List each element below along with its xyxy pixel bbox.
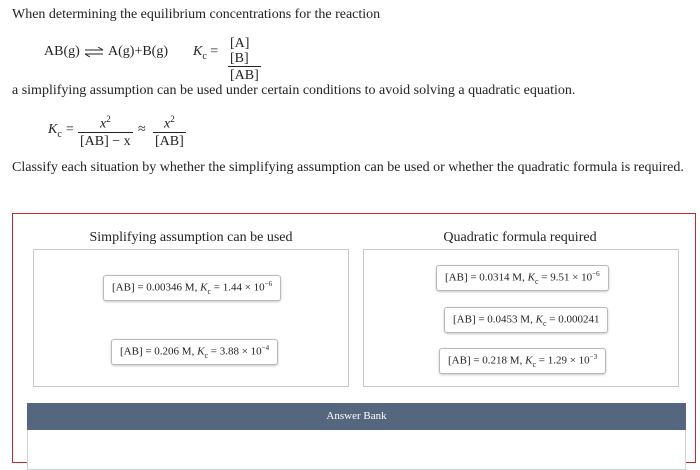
equilibrium-arrow-icon <box>84 47 104 57</box>
kc-expression <box>193 44 218 62</box>
kc-denominator: [AB] <box>230 68 259 83</box>
denominator-ab: [AB] <box>155 133 184 149</box>
answer-card[interactable]: [AB] = 0.0314 M, $K_c = 9.51 \times 10^{-6}$ <box>436 265 609 291</box>
fraction-approx <box>153 112 186 150</box>
equals-sign: = <box>210 44 219 59</box>
right-column-title: Quadratic formula required <box>443 230 597 245</box>
products: A(g)+B(g) <box>108 44 169 59</box>
answer-bank-area[interactable] <box>27 430 686 470</box>
numerator-x-squared: $x^2$ <box>99 114 111 132</box>
approx-symbol: ≈ <box>138 122 146 137</box>
kc-symbol: $K_c$ <box>48 122 62 140</box>
intro-text: When determining the equilibrium concentrations for the reaction <box>12 7 381 22</box>
answer-bank-header: Answer Bank <box>27 403 686 430</box>
kc-fraction <box>228 36 261 84</box>
denominator-ab-minus-x: [AB] − x <box>80 133 131 149</box>
reaction <box>44 44 168 60</box>
reactant: AB(g) <box>44 44 80 59</box>
drop-zone-quadratic[interactable] <box>363 249 679 387</box>
answer-card[interactable]: [AB] = 0.00346 M, $K_c = 1.44 \times 10^{-6}$ <box>103 275 281 301</box>
answer-card[interactable]: [AB] = 0.218 M, $K_c = 1.29 \times 10^{-3}$ <box>439 348 606 374</box>
kc-numerator: [A][B] <box>230 36 250 66</box>
left-column-title: Simplifying assumption can be used <box>89 230 293 245</box>
answer-card[interactable]: [AB] = 0.206 M, $K_c = 3.88 \times 10^{-4}$ <box>111 339 278 365</box>
classify-instructions: Classify each situation by whether the simplifying assumption can be used or whether the quadratic formula is required. <box>12 160 684 175</box>
sorting-panel <box>12 213 696 463</box>
simplify-text: a simplifying assumption can be used under certain conditions to avoid solving a quadratic equation. <box>12 83 576 98</box>
equals-sign: = <box>66 122 74 137</box>
kc-symbol: $K_c$ <box>193 44 207 62</box>
approximation-equation <box>48 112 248 154</box>
drop-zone-simplifying[interactable] <box>33 249 349 387</box>
fraction-exact <box>78 112 133 150</box>
numerator-x-squared: $x^2$ <box>164 114 175 132</box>
answer-card[interactable]: [AB] = 0.0453 M, $K_c = 0.000241$ <box>444 307 608 333</box>
